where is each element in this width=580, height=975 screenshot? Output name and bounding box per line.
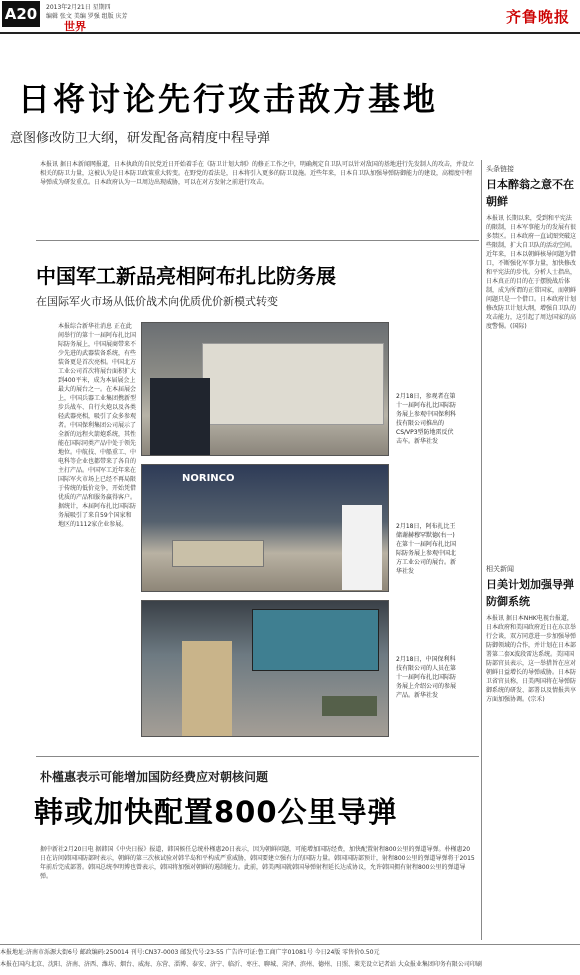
photo-norinco-booth [141,464,389,592]
issue-meta [46,3,128,21]
headline-story1: 日将讨论先行攻击敌方基地 [18,80,439,118]
subhead-story2: 在国际军火市场从低价战术向优质优价新模式转变 [36,295,278,308]
body-story1: 本报讯 据日本新闻网报道，日本执政的自民党近日开始着手在《防卫计划大纲》的修正工作之中，明确规定自卫队可以针对敌国的基地进行先发制人的攻击，并设立相关的防卫力量，这被认为是日本防卫政策重大转变。在野党的看法是，日本将引入更多的防卫设施。近些年来，日本自卫队加强导弹防御能力的建设，高精度中程导弹成为研发重点。日本政府认为一旦周边出现威胁，可以在对方发射之前进行攻击。 [40,161,474,186]
issue-date: 2013年2月21日 星期四 [46,4,111,11]
footer-line2: 本报在国内北京、沈阳、济南、济西、潍坊、烟台、威海、东营、淄博、泰安、济宁、临沂、枣庄、聊城、菏泽、滨州、德州、日照、莱芜设立记者站 大众报业集团印务有限公司印刷 [0,961,482,968]
headline-story2: 中国军工新品亮相阿布扎比防务展 [36,264,336,288]
caption-photo2: 2月18日，阿布扎比王储谢赫穆罕默德(右一)在第十一届阿布扎比国际防务展上参观中国北方工业公司的展台。新华社发 [396,523,456,575]
divider [36,240,479,241]
sidebar-related-label: 相关新闻 [486,565,514,573]
masthead-logo: 齐鲁晚报 [505,8,570,26]
norinco-sign: NORINCO [182,473,235,484]
sidebar-link-label: 头条链接 [486,165,514,173]
photo-armored-vehicle [141,322,389,456]
body-story3: 据中新社2月20日电 据韩国《中央日报》报道，韩国候任总统朴槿惠20日表示，因为朝鲜问题，可能增加国防经费，加快配置射程800公里的弹道导弹。朴槿惠20日在访问韩国国防部时表示，朝鲜的第三次核试验对韩半岛和平构成严重威胁，韩国要建立强有力的国防力量。韩国国防部预计，射程800公里的弹道导弹将于2015年前后完成部署。韩国总统李明博也曾表示，韩国将加强对朝鲜的遏制能力。此前，韩美两国就韩国导弹射程延长达成协议，允许韩国拥有射程800公里的弹道导弹。 [40,846,475,880]
headline-story3: 韩或加快配置800公里导弹 [34,795,398,829]
body-story2: 本报综合新华社消息 正在此间举行的第十一届阿布扎比国际防务展上，中国展商带来不少先进的武器装备系统，有些装备更是首次亮相。中国北方工业公司首次将展台面积扩大到400平米，成为本届展会上最大的展台之一。在本届展会上，中国兵器工业集团携新型步兵战车、自行火炮以及各类轻武器亮相，吸引了众多参观者。中国保利集团公司展示了全新的远程火箭炮系统，其性能在国际同类产品中处于领先地位。中航技、中船重工、中电科等企业也都带来了各自的主打产品。中国军工近年来在国际军火市场上已经不再局限于传统的低价竞争，开始凭借优质的产品和服务赢得客户。据统计，本届阿布扎比国际防务展吸引了来自59个国家和地区的1112家企业参展。 [58,323,136,528]
sidebar-item1-body: 本报讯 长期以来，受到和平宪法的限制，日本军事能力的发展有很多禁区。日本政府一直试图突破这些限制，扩大自卫队的活动空间。近年来，日本以朝鲜核导问题为借口，不断强化军事力量，加快修改和平宪法的步伐。分析人士指出，日本真正的目的在于摆脱战后体制，成为所谓的正常国家，而朝鲜问题只是一个借口。日本政府计划修改防卫计划大纲，增强自卫队的攻击能力，这引起了周边国家的高度警惕。(国际) [486,215,576,330]
caption-photo3: 2月18日，中国保利科技有限公司的人员在第十一届阿布扎比国际防务展上介绍公司的参展产品。新华社发 [396,656,456,699]
page-header [0,0,580,34]
editors-line: 编辑 张文 美编 罗强 组版 庆芳 [46,13,128,20]
page-number: A20 [2,1,40,27]
photo-poly-display [141,600,389,737]
subhead-story1: 意图修改防卫大纲，研发配备高精度中程导弹 [10,131,271,146]
sidebar-item1-title: 日本醉翁之意不在朝鲜 [486,178,574,208]
divider [36,756,479,757]
section-label: 世界 [64,20,86,33]
sidebar-rule [481,160,482,940]
footer-line1: 本报地址:济南市泺源大街6号 邮政编码:250014 刊号:CN37-0003 邮发代号:23-55 广告许可证:鲁工商广字01081号 今日24版 零售价0.50元 [0,949,380,956]
sidebar-item2-title: 日美计划加强导弹防御系统 [486,578,574,608]
subhead-story3: 朴槿惠表示可能增加国防经费应对朝核问题 [40,770,269,784]
sidebar-item2-body: 本报讯 据日本NHK电视台报道，日本政府和美国政府近日在东京举行会谈，双方同意进一步加强导弹防御领域的合作，并计划在日本部署第二套X波段雷达系统。美国国防部官员表示，这一举措旨在应对朝鲜日益增长的导弹威胁。日本防卫省官员称，日美两国将在导弹防御系统的研发、部署以及情报共享方面加强协调。(宗禾) [486,615,576,703]
caption-photo1: 2月18日，参观者在第十一届阿布扎比国际防务展上参观中国保利科技有限公司推出的CS/VP3型防地雷反伏击车。新华社发 [396,393,456,445]
footer-rule [0,944,580,945]
